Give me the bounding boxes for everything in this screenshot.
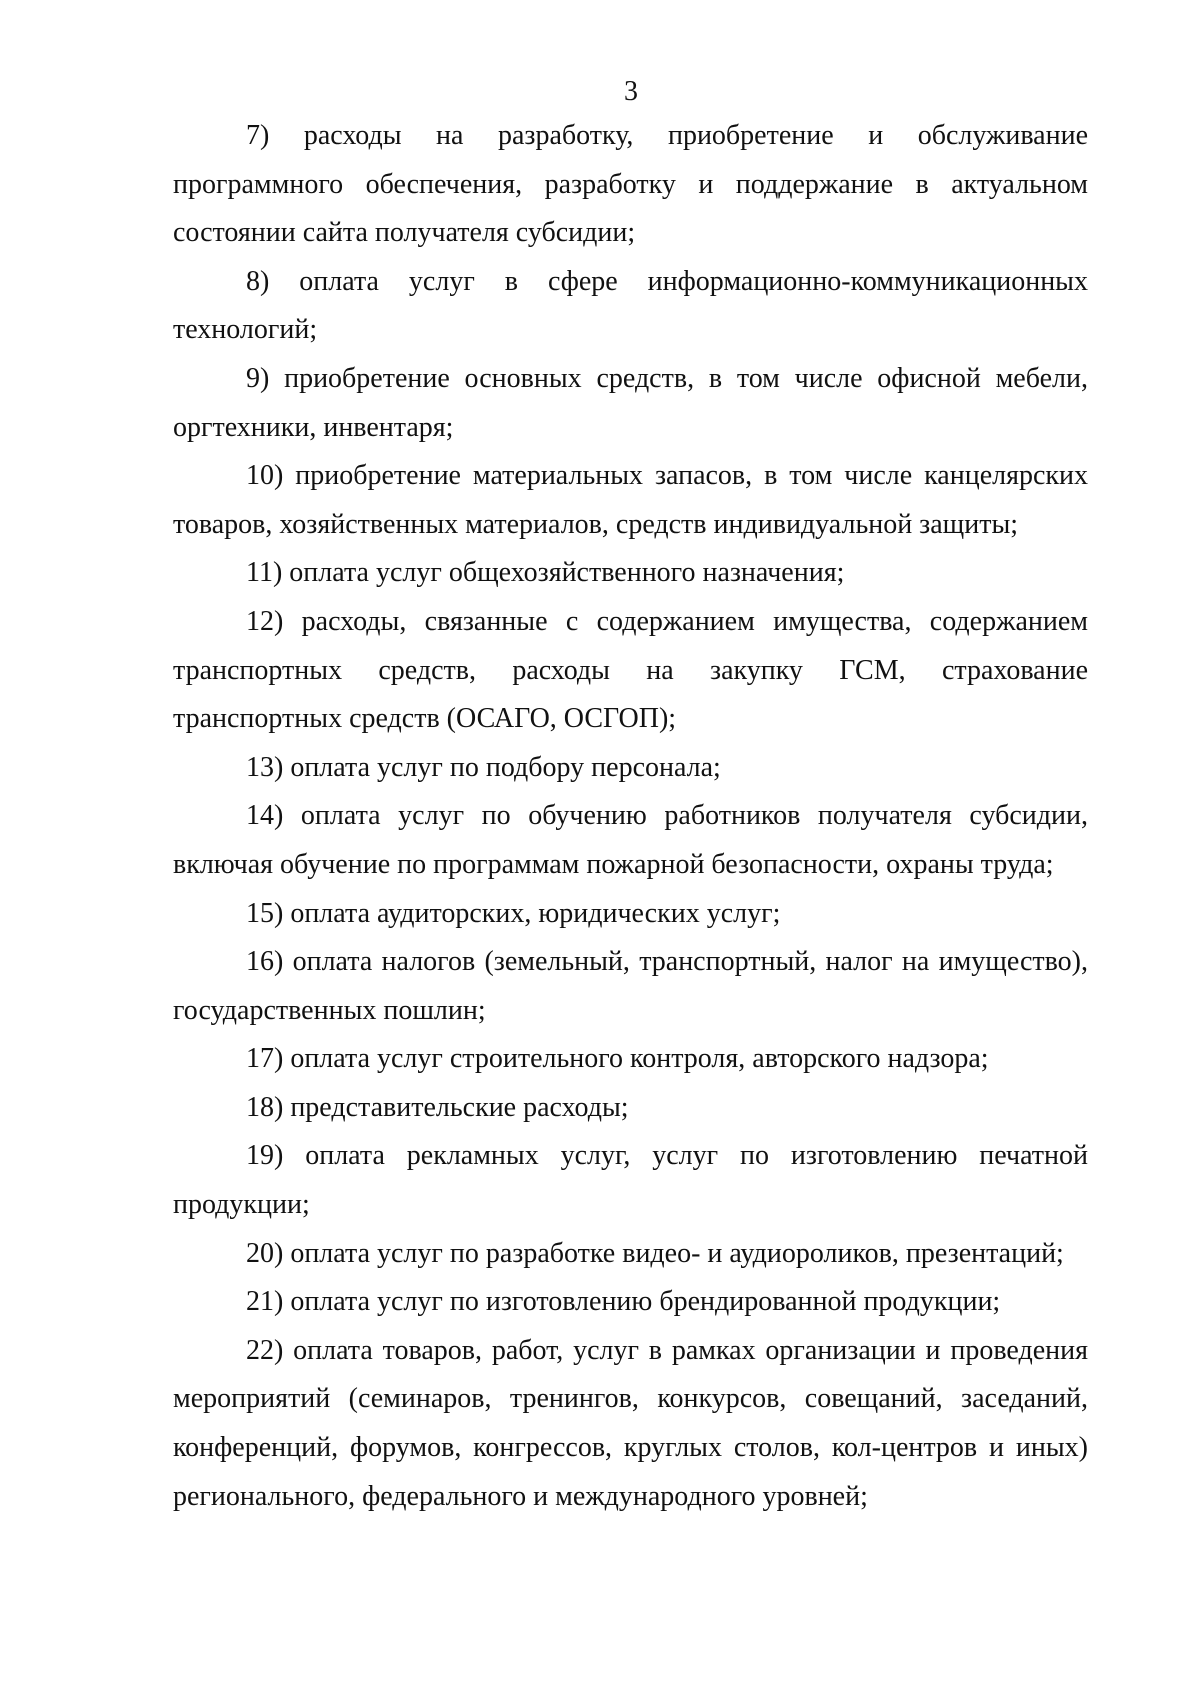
list-item-22: 22) оплата товаров, работ, услуг в рамках организации и проведения мероприятий (семинаров, тренингов, конкурсов, совещаний, заседаний, конференций, форумов, конгрессов, круглых столов, кол-центров и иных) регионального, федерального и международного уровней;	[173, 1334, 1088, 1512]
list-item-8: 8) оплата услуг в сфере информационно-коммуникационных технологий;	[173, 265, 1088, 346]
list-item-15: 15) оплата аудиторских, юридических услуг;	[246, 897, 781, 929]
list-item-9: 9) приобретение основных средств, в том числе офисной мебели, оргтехники, инвентаря;	[173, 362, 1088, 443]
list-item-21: 21) оплата услуг по изготовлению брендированной продукции;	[246, 1286, 1001, 1318]
list-item-13: 13) оплата услуг по подбору персонала;	[246, 751, 721, 783]
list-item-19: 19) оплата рекламных услуг, услуг по изготовлению печатной продукции;	[173, 1140, 1088, 1221]
document-body	[173, 112, 1088, 1521]
list-item-16: 16) оплата налогов (земельный, транспортный, налог на имущество), государственных пошлин;	[173, 946, 1088, 1026]
list-item-7: 7) расходы на разработку, приобретение и обслуживание программного обеспечения, разработку и поддержание в актуальном состоянии сайта получателя субсидии;	[173, 120, 1088, 249]
list-item-20: 20) оплата услуг по разработке видео- и аудиороликов, презентаций;	[246, 1237, 1064, 1269]
list-item-17: 17) оплата услуг строительного контроля, авторского надзора;	[246, 1043, 989, 1075]
page-number: 3	[624, 76, 638, 107]
list-item-10: 10) приобретение материальных запасов, в том числе канцелярских товаров, хозяйственных материалов, средств индивидуальной защиты;	[173, 460, 1088, 540]
list-item-14: 14) оплата услуг по обучению работников получателя субсидии, включая обучение по программам пожарной безопасности, охраны труда;	[173, 800, 1088, 880]
list-item-12: 12) расходы, связанные с содержанием имущества, содержанием транспортных средств, расходы на закупку ГСМ, страхование транспортных средств (ОСАГО, ОСГОП);	[173, 605, 1088, 735]
list-item-18: 18) представительские расходы;	[246, 1091, 629, 1123]
list-item-11: 11) оплата услуг общехозяйственного назначения;	[246, 557, 845, 589]
